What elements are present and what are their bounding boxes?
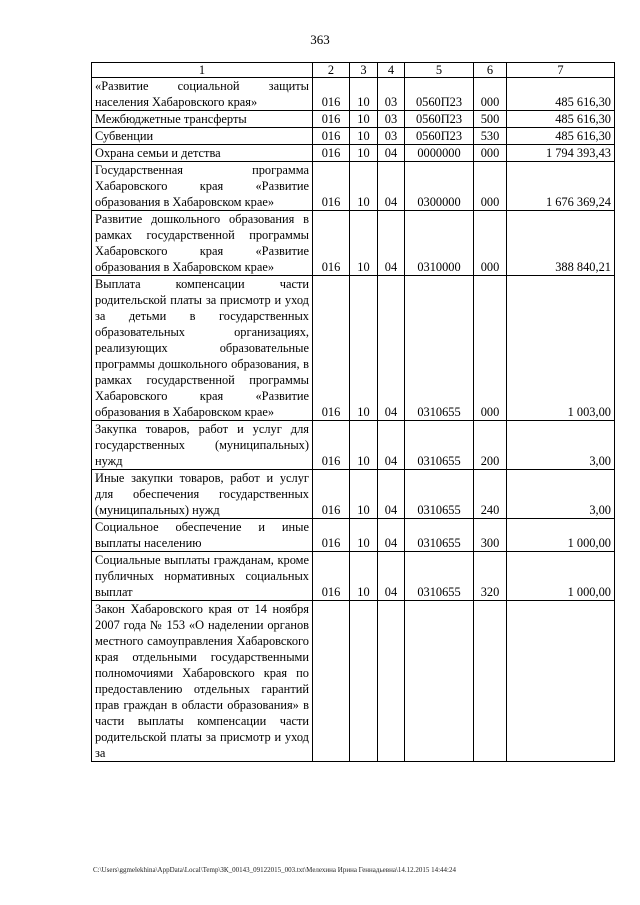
row-amount: 3,00 [507,421,615,470]
header-cell: 4 [378,63,405,78]
row-expense-type [474,601,507,762]
row-subsection [378,601,405,762]
row-expense-type: 300 [474,519,507,552]
row-subsection: 03 [378,128,405,145]
row-amount: 485 616,30 [507,78,615,111]
row-section: 10 [350,162,378,211]
row-description: «Развитие социальной защиты населения Хабаровского края» [92,78,313,111]
row-description: Закупка товаров, работ и услуг для государственных (муниципальных) нужд [92,421,313,470]
row-subsection: 04 [378,519,405,552]
row-target-code: 0310655 [405,519,474,552]
row-expense-type: 530 [474,128,507,145]
row-amount: 388 840,21 [507,211,615,276]
row-description: Субвенции [92,128,313,145]
row-amount [507,601,615,762]
row-amount: 485 616,30 [507,111,615,128]
row-amount: 1 003,00 [507,276,615,421]
row-section: 10 [350,519,378,552]
row-section: 10 [350,421,378,470]
table-row [92,211,615,276]
row-expense-type: 000 [474,276,507,421]
row-description: Развитие дошкольного образования в рамках государственной программы Хабаровского края «Развитие образования в Хабаровском крае» [92,211,313,276]
row-admin-code: 016 [313,470,350,519]
row-amount: 1 000,00 [507,519,615,552]
row-target-code: 0310655 [405,552,474,601]
row-target-code: 0560П23 [405,78,474,111]
row-admin-code: 016 [313,211,350,276]
row-admin-code [313,601,350,762]
row-amount: 1 676 369,24 [507,162,615,211]
row-section: 10 [350,111,378,128]
row-admin-code: 016 [313,128,350,145]
table-row [92,78,615,111]
row-admin-code: 016 [313,111,350,128]
row-target-code: 0310655 [405,276,474,421]
row-expense-type: 240 [474,470,507,519]
row-subsection: 04 [378,421,405,470]
row-subsection: 03 [378,78,405,111]
row-amount: 1 794 393,43 [507,145,615,162]
header-cell: 6 [474,63,507,78]
header-cell: 5 [405,63,474,78]
row-target-code: 0310655 [405,470,474,519]
table-row [92,552,615,601]
row-admin-code: 016 [313,552,350,601]
row-section: 10 [350,276,378,421]
row-section: 10 [350,211,378,276]
row-description: Охрана семьи и детства [92,145,313,162]
row-subsection: 04 [378,162,405,211]
header-cell: 1 [92,63,313,78]
table-row [92,470,615,519]
row-section: 10 [350,128,378,145]
row-admin-code: 016 [313,276,350,421]
row-admin-code: 016 [313,421,350,470]
row-target-code: 0560П23 [405,111,474,128]
page-number: 363 [310,32,330,47]
row-expense-type: 000 [474,145,507,162]
row-description: Государственная программа Хабаровского края «Развитие образования в Хабаровском крае» [92,162,313,211]
row-section: 10 [350,552,378,601]
row-expense-type: 000 [474,78,507,111]
row-subsection: 03 [378,111,405,128]
footer-file-path: C:\Users\ggmelekhina\AppData\Local\Temp\ЗК_00143_09122015_003.txt\Мелехина Ирина Геннадьевна\14.12.2015 14:44:24 [93,866,457,874]
header-cell: 2 [313,63,350,78]
row-section: 10 [350,470,378,519]
row-expense-type: 000 [474,211,507,276]
row-admin-code: 016 [313,78,350,111]
row-description: Иные закупки товаров, работ и услуг для обеспечения государственных (муниципальных) нужд [92,470,313,519]
row-target-code [405,601,474,762]
table-row [92,162,615,211]
table-row [92,111,615,128]
row-section [350,601,378,762]
row-amount: 1 000,00 [507,552,615,601]
row-target-code: 0300000 [405,162,474,211]
row-section: 10 [350,145,378,162]
row-description: Социальные выплаты гражданам, кроме публичных нормативных социальных выплат [92,552,313,601]
row-section: 10 [350,78,378,111]
table-row [92,276,615,421]
row-admin-code: 016 [313,519,350,552]
row-subsection: 04 [378,552,405,601]
table-row [92,421,615,470]
row-expense-type: 000 [474,162,507,211]
table-body [92,63,615,762]
row-description: Межбюджетные трансферты [92,111,313,128]
row-expense-type: 320 [474,552,507,601]
row-amount: 485 616,30 [507,128,615,145]
row-subsection: 04 [378,470,405,519]
row-subsection: 04 [378,145,405,162]
header-cell: 3 [350,63,378,78]
row-description: Закон Хабаровского края от 14 ноября 2007 года № 153 «О наделении органов местного самоуправления Хабаровского края отдельными государственными полномочиями Хабаровского края по предоставлению отдельных гарантий прав граждан в области образования» в части выплаты компенсации части родительской платы за присмотр и уход за [92,601,313,762]
row-target-code: 0310655 [405,421,474,470]
row-expense-type: 500 [474,111,507,128]
row-admin-code: 016 [313,145,350,162]
row-target-code: 0310000 [405,211,474,276]
row-target-code: 0560П23 [405,128,474,145]
budget-table [91,62,615,762]
table-row [92,128,615,145]
row-amount: 3,00 [507,470,615,519]
table-row [92,145,615,162]
table-row [92,601,615,762]
row-target-code: 0000000 [405,145,474,162]
table-row [92,519,615,552]
header-cell: 7 [507,63,615,78]
header-row [92,63,615,78]
row-description: Социальное обеспечение и иные выплаты населению [92,519,313,552]
row-subsection: 04 [378,211,405,276]
row-expense-type: 200 [474,421,507,470]
row-description: Выплата компенсации части родительской платы за присмотр и уход за детьми в государственных образовательных организациях, реализующих образовательные программы дошкольного образования, в рамках государственной программы Хабаровского края «Развитие образования в Хабаровском крае» [92,276,313,421]
row-admin-code: 016 [313,162,350,211]
row-subsection: 04 [378,276,405,421]
